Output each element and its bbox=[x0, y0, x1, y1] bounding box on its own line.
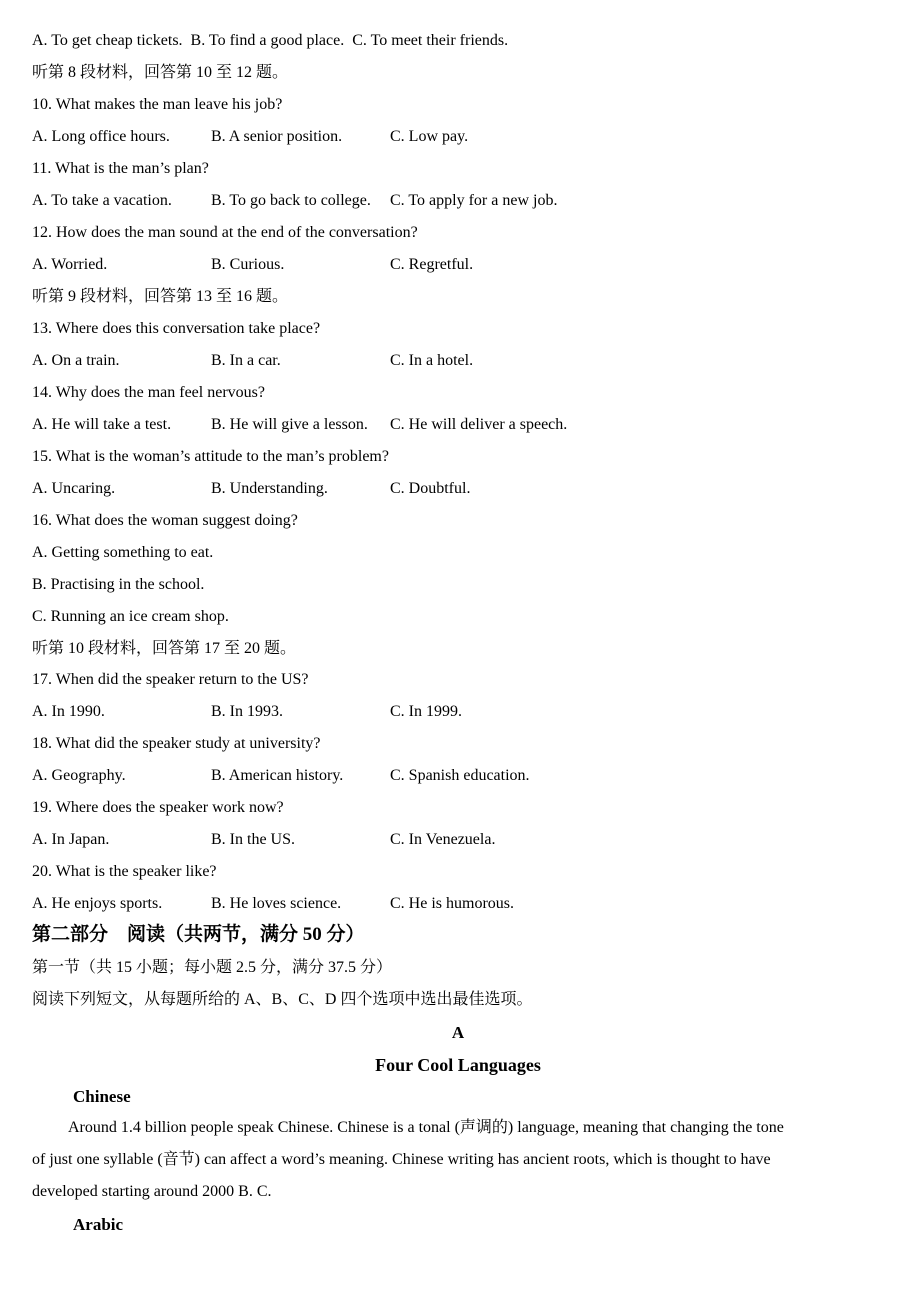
question-16: 16. What does the woman suggest doing? bbox=[32, 512, 298, 529]
option-c: C. Doubtful. bbox=[390, 480, 471, 497]
section-9-instruction: 听第 9 段材料，回答第 13 至 16 题。 bbox=[32, 288, 289, 305]
option-b: B. To find a good place. bbox=[190, 32, 345, 49]
question-17: 17. When did the speaker return to the US? bbox=[32, 671, 309, 688]
option-a: A. In Japan. bbox=[32, 831, 110, 848]
question-12: 12. How does the man sound at the end of the conversation? bbox=[32, 224, 418, 241]
question-20: 20. What is the speaker like? bbox=[32, 863, 217, 880]
option-a: A. On a train. bbox=[32, 352, 120, 369]
option-c: C. He will deliver a speech. bbox=[390, 416, 568, 433]
option-c: C. Spanish education. bbox=[390, 767, 530, 784]
chinese-heading: Chinese bbox=[73, 1087, 131, 1106]
option-a: A. Uncaring. bbox=[32, 480, 116, 497]
passage-letter: A bbox=[451, 1023, 465, 1042]
option-c: C. To apply for a new job. bbox=[390, 192, 558, 209]
question-19: 19. Where does the speaker work now? bbox=[32, 799, 284, 816]
question-18: 18. What did the speaker study at university? bbox=[32, 735, 321, 752]
question-14: 14. Why does the man feel nervous? bbox=[32, 384, 265, 401]
option-a: A. In 1990. bbox=[32, 703, 105, 720]
chinese-paragraph-line-2: of just one syllable (音节) can affect a word’s meaning. Chinese writing has ancient roots, which is thought to have bbox=[32, 1151, 771, 1168]
option-b: B. In the US. bbox=[211, 831, 295, 848]
question-11: 11. What is the man’s plan? bbox=[32, 160, 209, 177]
option-a: A. To take a vacation. bbox=[32, 192, 172, 209]
option-b: B. In a car. bbox=[211, 352, 281, 369]
option-c: C. He is humorous. bbox=[390, 895, 514, 912]
option-a: A. He will take a test. bbox=[32, 416, 172, 433]
option-b: B. Understanding. bbox=[211, 480, 328, 497]
option-b: B. A senior position. bbox=[211, 128, 343, 145]
section-1-title: 第一节（共 15 小题；每小题 2.5 分，满分 37.5 分） bbox=[32, 959, 393, 976]
chinese-paragraph-line-1: Around 1.4 billion people speak Chinese. Chinese is a tonal (声调的) language, meaning that changing the tone bbox=[68, 1119, 784, 1136]
option-c: C. In 1999. bbox=[390, 703, 462, 720]
option-b: B. He loves science. bbox=[211, 895, 342, 912]
question-9-options bbox=[32, 31, 508, 51]
option-a: A. Long office hours. bbox=[32, 128, 170, 145]
reading-instruction: 阅读下列短文，从每题所给的 A、B、C、D 四个选项中选出最佳选项。 bbox=[32, 991, 533, 1008]
option-c: C. In a hotel. bbox=[390, 352, 474, 369]
question-15: 15. What is the woman’s attitude to the man’s problem? bbox=[32, 448, 389, 465]
option-c: C. In Venezuela. bbox=[390, 831, 496, 848]
option-b: B. He will give a lesson. bbox=[211, 416, 368, 433]
question-16-option-c: C. Running an ice cream shop. bbox=[32, 608, 229, 625]
section-8-instruction: 听第 8 段材料，回答第 10 至 12 题。 bbox=[32, 64, 289, 81]
section-10-instruction: 听第 10 段材料，回答第 17 至 20 题。 bbox=[32, 640, 297, 657]
question-16-option-b: B. Practising in the school. bbox=[32, 576, 205, 593]
part-2-title: 第二部分 阅读（共两节，满分 50 分） bbox=[32, 924, 365, 945]
option-b: B. American history. bbox=[211, 767, 344, 784]
option-b: B. Curious. bbox=[211, 256, 285, 273]
option-c: C. To meet their friends. bbox=[352, 32, 509, 49]
option-c: C. Low pay. bbox=[390, 128, 469, 145]
arabic-heading: Arabic bbox=[73, 1215, 124, 1234]
option-a: A. Geography. bbox=[32, 767, 126, 784]
passage-title: Four Cool Languages bbox=[375, 1055, 541, 1075]
question-13: 13. Where does this conversation take place? bbox=[32, 320, 321, 337]
option-a: A. To get cheap tickets. bbox=[32, 32, 183, 49]
option-b: B. To go back to college. bbox=[211, 192, 371, 209]
chinese-paragraph-line-3: developed starting around 2000 B. C. bbox=[32, 1183, 272, 1200]
option-a: A. Worried. bbox=[32, 256, 108, 273]
option-c: C. Regretful. bbox=[390, 256, 474, 273]
question-10: 10. What makes the man leave his job? bbox=[32, 96, 283, 113]
question-16-option-a: A. Getting something to eat. bbox=[32, 544, 214, 561]
option-b: B. In 1993. bbox=[211, 703, 283, 720]
option-a: A. He enjoys sports. bbox=[32, 895, 163, 912]
